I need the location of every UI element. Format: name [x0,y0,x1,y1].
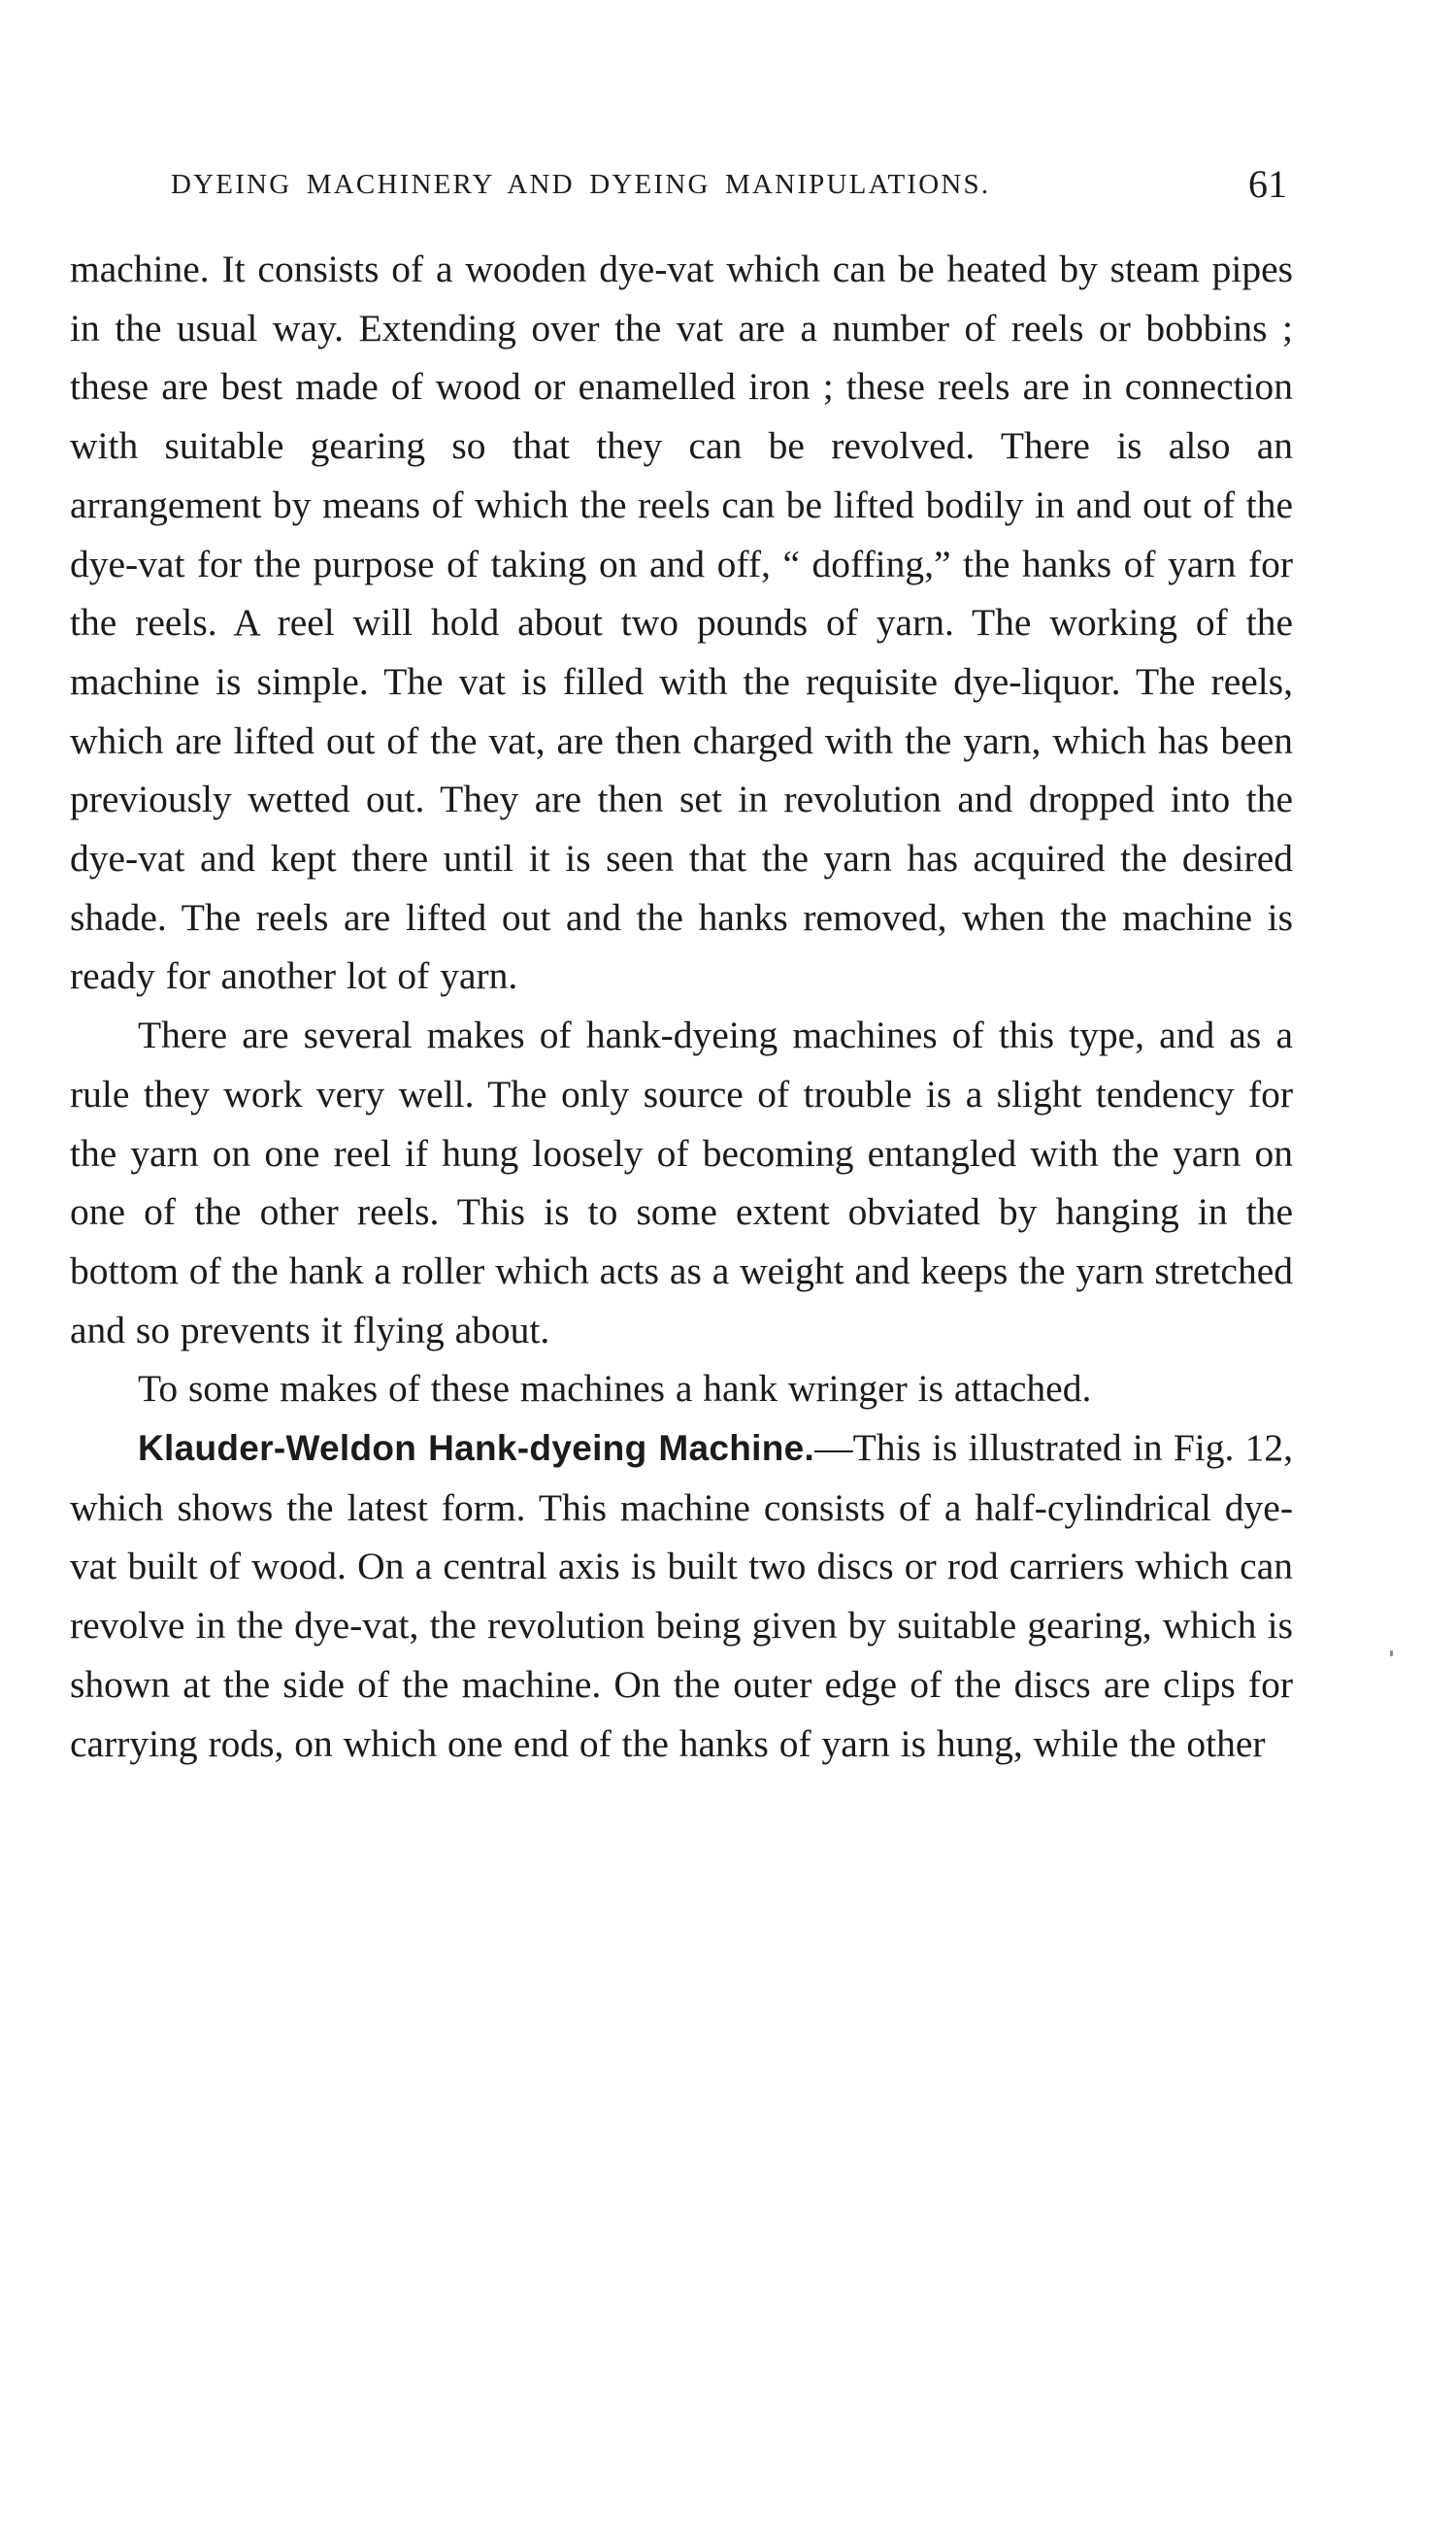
page-number: 61 [1248,162,1287,206]
body-text [70,240,1293,1773]
section-heading: Klauder-Weldon Hank-dyeing Machine. [138,1428,815,1469]
paragraph-1: machine. It consists of a wooden dye-vat which can be heated by steam pipes in the usual way. Extending over the vat are a number of reels or bobbins ; these are best made of wood or enamelled iron ; these reels are in connection with suitable gearing so that they can be revolved. There is also an arrangement by means of which the reels can be lifted bodily in and out of the dye-vat for the purpose of taking on and off, “ doffing,” the hanks of yarn for the reels. A reel will hold about two pounds of yarn. The working of the machine is simple. The vat is filled with the requisite dye-liquor. The reels, which are lifted out of the vat, are then charged with the yarn, which has been previously wetted out. They are then set in revolution and dropped into the dye-vat and kept there until it is seen that the yarn has acquired the desired shade. The reels are lifted out and the hanks removed, when the machine is ready for another lot of yarn. [70,248,1293,998]
running-header [171,160,1287,209]
paragraph-2: There are several makes of hank-dyeing machines of this type, and as a rule they work very well. The only source of trouble is a slight tendency for the yarn on one reel if hung loosely of becoming entangled with the yarn on one of the other reels. This is to some extent obviated by hanging in the bottom of the hank a roller which acts as a weight and keeps the yarn stretched and so prevents it flying about. [70,1014,1293,1351]
print-speck [1390,1650,1393,1656]
heading-dash: — [814,1426,853,1470]
paragraph-4 [70,1418,1293,1773]
paragraph-4-text: This is illustrated in Fig. 12, which shows the latest form. This machine consists of a half-cylindrical dye-vat built of wood. On a central axis is built two discs or rod carriers which can revolve in the dye-vat, the revolution being given by suitable gearing, which is shown at the side of the machine. On the outer edge of the discs are clips for carrying rods, on which one end of the hanks of yarn is hung, while the other [70,1426,1293,1765]
running-title: DYEING MACHINERY AND DYEING MANIPULATIONS. [171,169,991,200]
paragraph-3: To some makes of these machines a hank wringer is attached. [138,1367,1092,1411]
